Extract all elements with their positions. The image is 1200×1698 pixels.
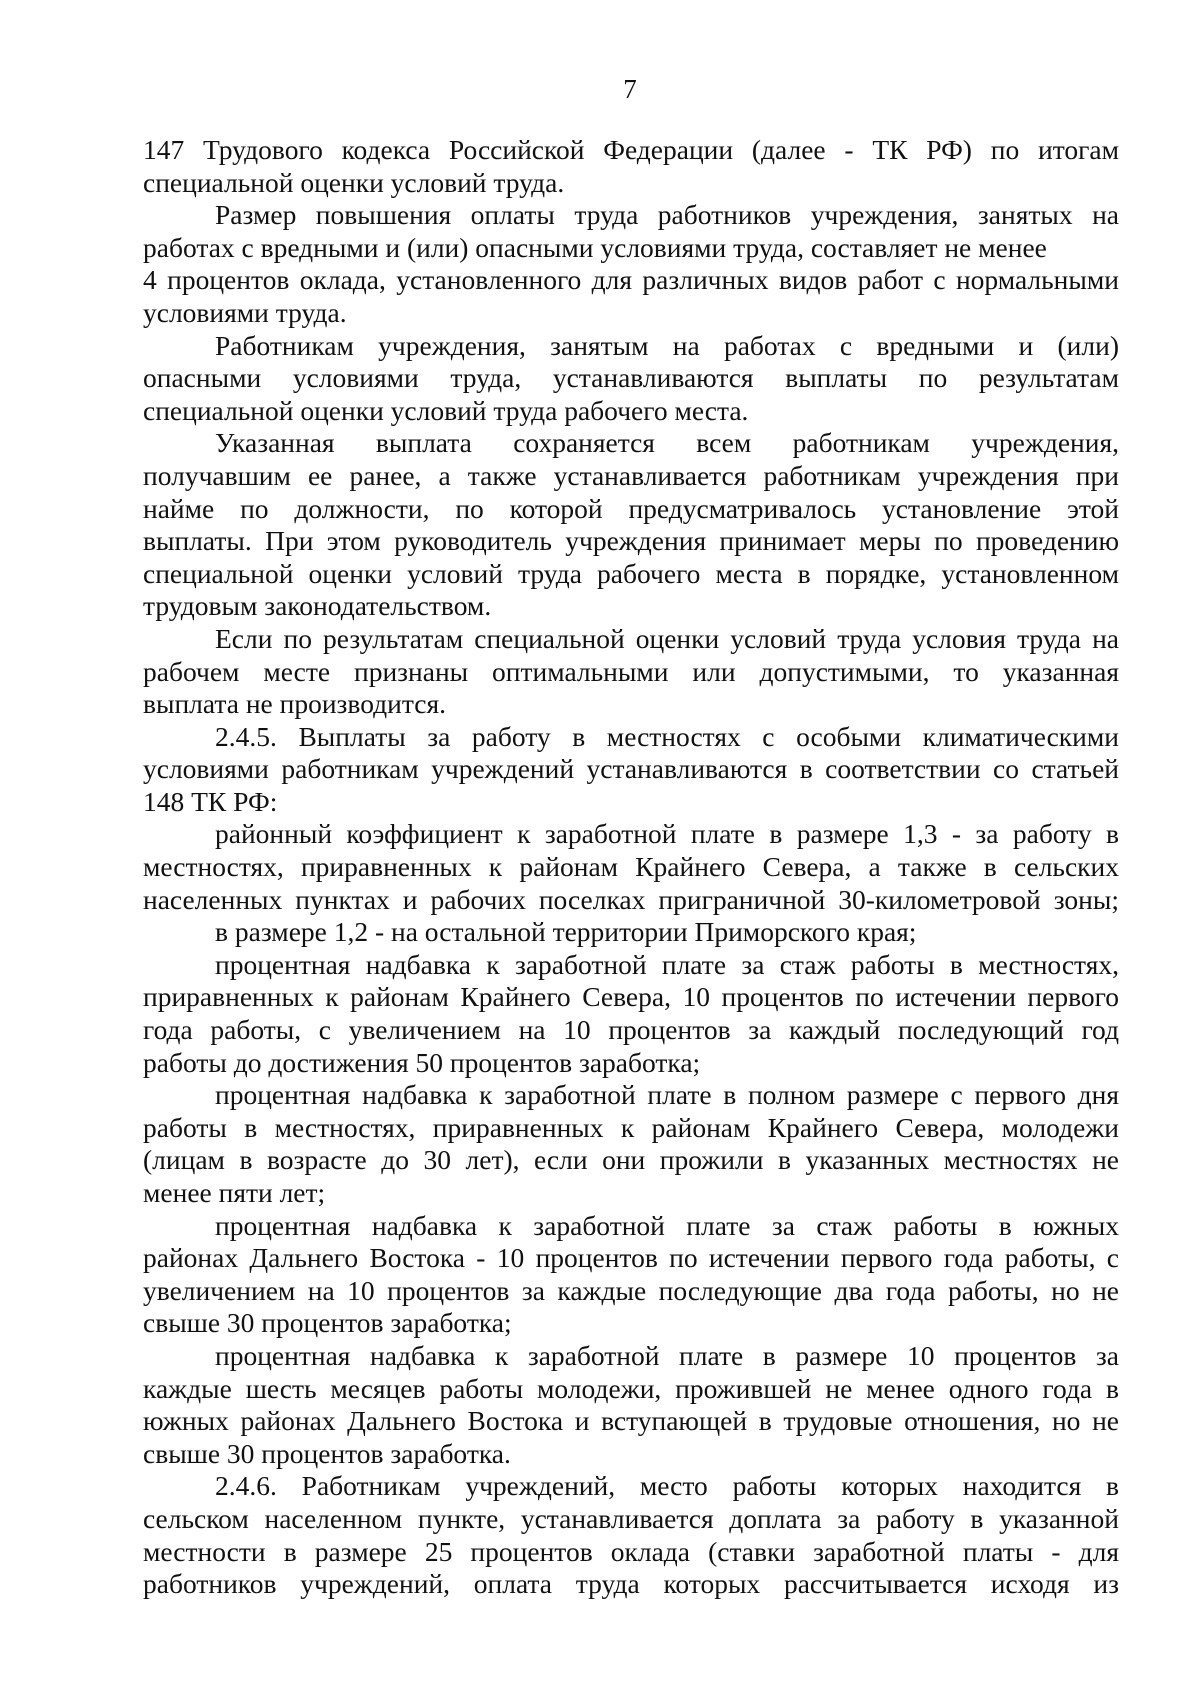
- text-line: получавшим ее ранее, а также устанавливается работникам учреждения при: [143, 459, 1119, 491]
- text-line: (лицам в возрасте до 30 лет), если они прожили в указанных местностях не: [143, 1144, 1119, 1176]
- text-line: районный коэффициент к заработной плате в размере 1,3 - за работу в: [215, 818, 1119, 850]
- text-line: 4 процентов оклада, установленного для различных видов работ с нормальными: [143, 264, 1119, 296]
- document-body: [143, 134, 1119, 1601]
- text-line: местности в размере 25 процентов оклада (ставки заработной платы - для: [143, 1535, 1119, 1567]
- text-line: специальной оценки условий труда.: [143, 166, 565, 198]
- text-line: населенных пунктах и рабочих поселках приграничной 30-километровой зоны;: [143, 883, 1119, 915]
- text-line: свыше 30 процентов заработка;: [143, 1307, 512, 1339]
- text-line: свыше 30 процентов заработка.: [143, 1437, 511, 1469]
- text-line: выплата не производится.: [143, 688, 446, 720]
- text-line: каждые шесть месяцев работы молодежи, прожившей не менее одного года в: [143, 1372, 1119, 1404]
- text-line: приравненных к районам Крайнего Севера, 10 процентов по истечении первого: [143, 981, 1119, 1013]
- text-line: сельском населенном пункте, устанавливается доплата за работу в указанной: [143, 1502, 1119, 1534]
- text-line: условиями труда.: [143, 296, 347, 328]
- text-line: 148 ТК РФ:: [143, 785, 278, 817]
- text-line: специальной оценки условий труда рабочего места в порядке, установленном: [143, 557, 1119, 589]
- text-line: работы до достижения 50 процентов заработка;: [143, 1046, 701, 1078]
- text-line: 2.4.5. Выплаты за работу в местностях с особыми климатическими: [215, 720, 1119, 752]
- text-line: южных районах Дальнего Востока и вступающей в трудовые отношения, но не: [143, 1405, 1119, 1437]
- text-line: Размер повышения оплаты труда работников учреждения, занятых на: [215, 199, 1119, 231]
- text-line: процентная надбавка к заработной плате в размере 10 процентов за: [215, 1339, 1119, 1371]
- text-line: увеличением на 10 процентов за каждые последующие два года работы, но не: [143, 1274, 1119, 1306]
- text-line: местностях, приравненных к районам Крайнего Севера, а также в сельских: [143, 851, 1119, 883]
- text-line: условиями работникам учреждений устанавливаются в соответствии со статьей: [143, 753, 1119, 785]
- text-line: районах Дальнего Востока - 10 процентов по истечении первого года работы, с: [143, 1242, 1119, 1274]
- text-line: Если по результатам специальной оценки условий труда условия труда на: [215, 622, 1119, 654]
- text-line: работах с вредными и (или) опасными условиями труда, составляет не менее: [143, 231, 1047, 263]
- page-number: 7: [623, 74, 637, 104]
- text-line: выплаты. При этом руководитель учреждения принимает меры по проведению: [143, 525, 1119, 557]
- text-line: менее пяти лет;: [143, 1177, 326, 1208]
- text-line: процентная надбавка к заработной плате в полном размере с первого дня: [215, 1079, 1119, 1111]
- text-line: процентная надбавка к заработной плате за стаж работы в местностях,: [215, 948, 1119, 980]
- text-line: в размере 1,2 - на остальной территории Приморского края;: [215, 916, 917, 948]
- text-line: специальной оценки условий труда рабочего места.: [143, 394, 749, 426]
- text-line: Указанная выплата сохраняется всем работникам учреждения,: [215, 427, 1119, 459]
- text-line: работы в местностях, приравненных к районам Крайнего Севера, молодежи: [143, 1111, 1119, 1143]
- text-line: рабочем месте признаны оптимальными или допустимыми, то указанная: [143, 655, 1119, 687]
- text-line: 2.4.6. Работникам учреждений, место работы которых находится в: [215, 1470, 1119, 1502]
- text-line: 147 Трудового кодекса Российской Федерации (далее - ТК РФ) по итогам: [143, 134, 1119, 165]
- text-line: работников учреждений, оплата труда которых рассчитывается исходя из: [143, 1568, 1119, 1600]
- text-line: опасными условиями труда, устанавливаются выплаты по результатам: [143, 362, 1119, 394]
- text-line: трудовым законодательством.: [143, 590, 492, 622]
- text-line: года работы, с увеличением на 10 процентов за каждый последующий год: [143, 1014, 1119, 1046]
- text-line: найме по должности, по которой предусматривалось установление этой: [143, 492, 1119, 524]
- text-line: Работникам учреждения, занятым на работах с вредными и (или): [215, 329, 1119, 361]
- text-line: процентная надбавка к заработной плате за стаж работы в южных: [215, 1209, 1119, 1241]
